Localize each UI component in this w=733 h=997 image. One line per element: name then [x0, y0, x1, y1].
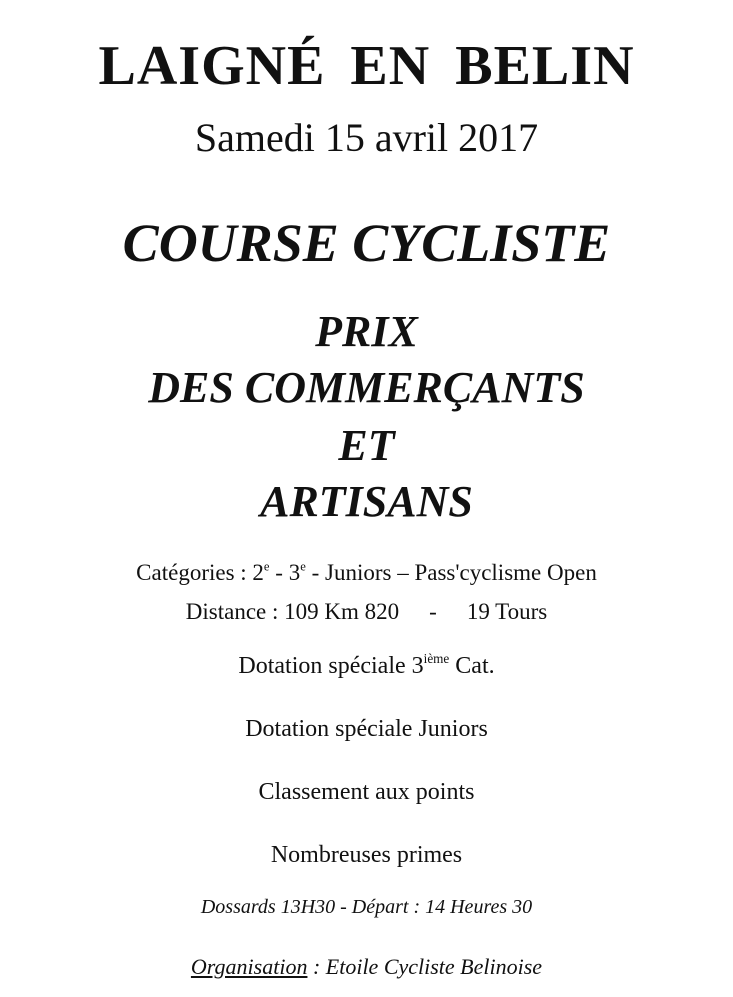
organisation-label: Organisation — [190, 954, 308, 979]
dotation-3-suffix: Cat. — [449, 653, 495, 679]
town-title: LAIGNÉ EN BELIN — [98, 35, 635, 97]
category-3-number: 3 — [288, 560, 301, 585]
event-date: Samedi 15 avril 2017 — [194, 115, 539, 160]
distance-value: Distance : 109 Km 820 — [185, 599, 400, 624]
prize-line-1: PRIX — [315, 307, 418, 356]
schedule-line: Dossards 13H30 - Départ : 14 Heures 30 — [200, 896, 533, 918]
dotation-3-prefix: Dotation spéciale 3 — [238, 653, 424, 679]
distance-line — [0, 600, 733, 623]
category-2-number: 2 — [252, 560, 264, 585]
dotation-juniors: Dotation spéciale Juniors — [245, 716, 488, 742]
category-separator: - — [269, 560, 289, 585]
race-type-heading: COURSE CYCLISTE — [122, 213, 611, 273]
categories-label: Catégories : — [136, 560, 253, 585]
category-3-suffix: e — [300, 559, 306, 574]
organisation-line — [0, 956, 733, 978]
prize-line-3: ET — [338, 421, 395, 470]
organisation-value: : Etoile Cycliste Belinoise — [307, 954, 543, 979]
categories-rest: - Juniors – Pass'cyclisme Open — [305, 560, 597, 585]
categories-line — [0, 561, 733, 584]
laps-count: 19 Tours — [466, 599, 548, 624]
prize-line-2: DES COMMERÇANTS — [148, 363, 585, 412]
prize-line-4: ARTISANS — [260, 477, 473, 526]
category-2-suffix: e — [263, 559, 270, 574]
primes-line: Nombreuses primes — [270, 842, 463, 868]
dotation-3-superscript: ième — [423, 651, 450, 667]
points-classification: Classement aux points — [258, 779, 475, 805]
distance-separator: - — [429, 599, 437, 624]
dotation-3rd-category — [0, 651, 733, 679]
